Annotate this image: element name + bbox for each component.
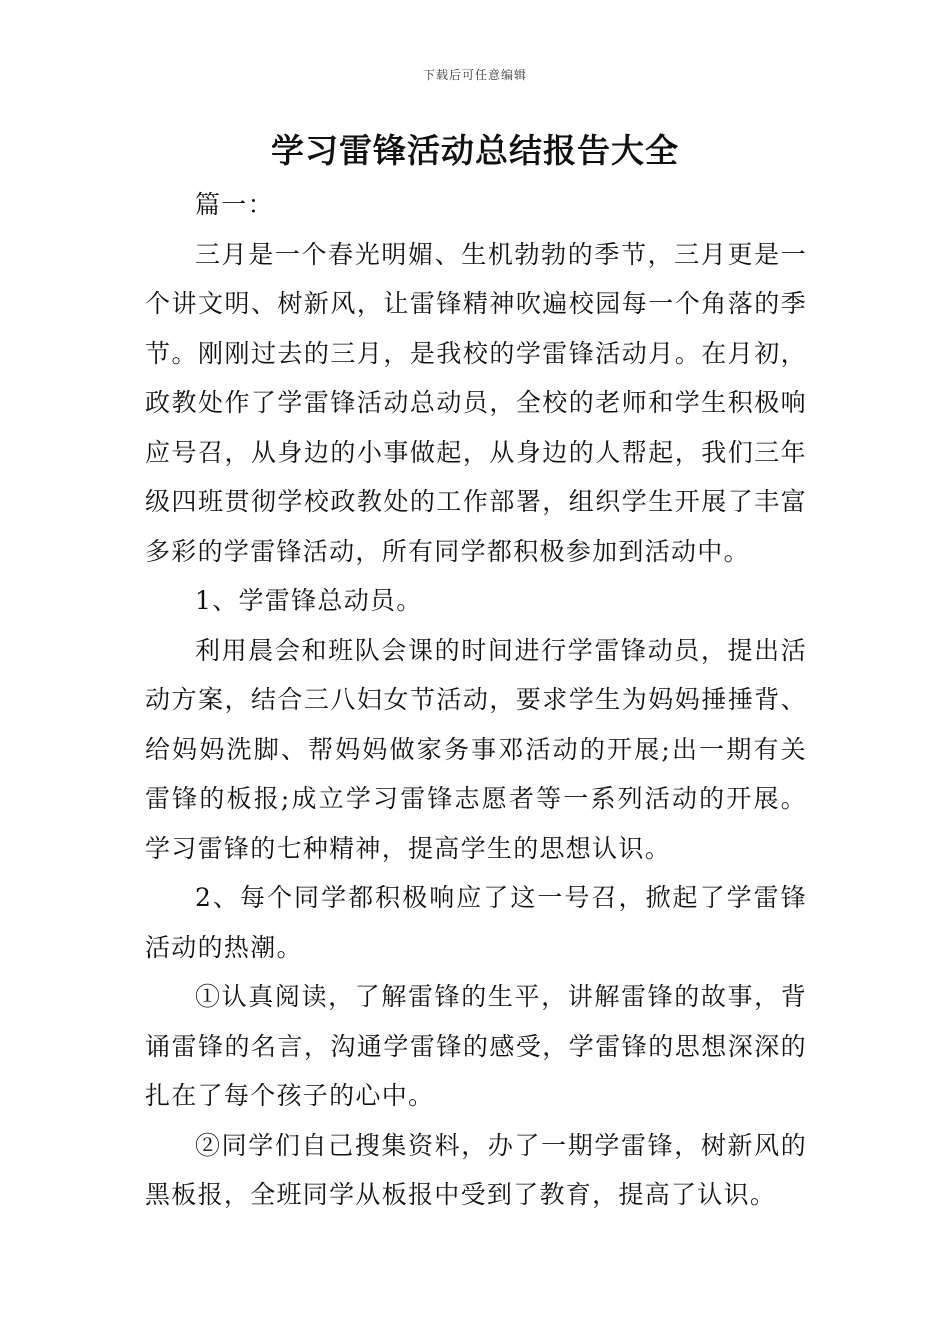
paragraph-item-1-heading: 1、学雷锋总动员。	[195, 586, 423, 615]
paragraph-item-1-body: 利用晨会和班队会课的时间进行学雷锋动员，提出活动方案，结合三八妇女节活动，要求学生为妈妈捶捶背、给妈妈洗脚、帮妈妈做家务事邓活动的开展;出一期有关雷锋的板报;成立学习雷锋志愿者等一系列活动的开展。学习雷锋的七种精神，提高学生的思想认识。	[145, 635, 807, 863]
paragraph-section-label: 篇一：	[195, 190, 274, 219]
paragraph-intro: 三月是一个春光明媚、生机勃勃的季节，三月更是一个讲文明、树新风，让雷锋精神吹遍校园每一个角落的季节。刚刚过去的三月，是我校的学雷锋活动月。在月初，政教处作了学雷锋活动总动员，全校的老师和学生积极响应号召，从身边的小事做起，从身边的人帮起，我们三年级四班贯彻学校政教处的工作部署，组织学生开展了丰富多彩的学雷锋活动，所有同学都积极参加到活动中。	[145, 239, 807, 566]
header-note: 下载后可任意编辑	[422, 68, 527, 82]
document-title: 学习雷锋活动总结报告大全	[271, 131, 679, 170]
paragraph-item-2: 2、每个同学都积极响应了这一号召，掀起了学雷锋活动的热潮。	[145, 883, 807, 962]
paragraph-subitem-1: ①认真阅读，了解雷锋的生平，讲解雷锋的故事，背诵雷锋的名言，沟通学雷锋的感受，学雷锋的思想深深的扎在了每个孩子的心中。	[145, 982, 807, 1110]
paragraph-subitem-2: ②同学们自己搜集资料，办了一期学雷锋，树新风的黑板报，全班同学从板报中受到了教育，提高了认识。	[145, 1130, 807, 1209]
document-body	[145, 180, 807, 1220]
